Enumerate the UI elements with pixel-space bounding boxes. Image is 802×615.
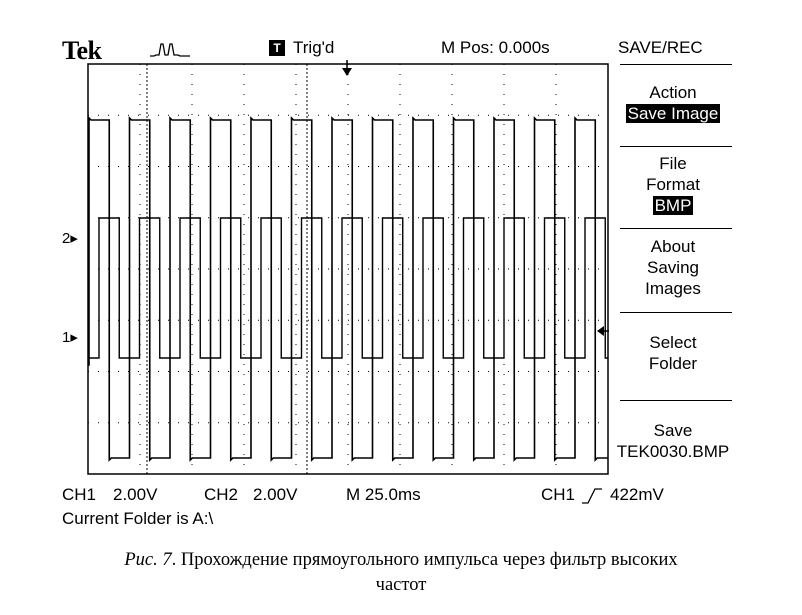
- current-folder: Current Folder is A:\: [62, 509, 214, 528]
- m-position: M Pos: 0.000s: [441, 38, 550, 57]
- menu-select-line-2: Folder: [648, 354, 698, 373]
- trigger-level: 422mV: [610, 485, 664, 504]
- ch1-waveform: [88, 118, 608, 460]
- figure-caption-line-2: частот: [375, 575, 427, 595]
- ch1-marker: 1▸: [62, 329, 78, 346]
- figure-caption: [0, 550, 802, 571]
- menu-about-line-2: Saving: [647, 258, 699, 277]
- menu-select-line-1: Select: [649, 333, 697, 352]
- ch2-waveform: [88, 218, 608, 358]
- ch2-scale: 2.00V: [253, 485, 298, 504]
- menu-about-line-1: About: [650, 237, 696, 256]
- ch1-label: CH1: [62, 485, 97, 504]
- menu-file-format-label-2: Format: [646, 175, 700, 194]
- graticule-grid: [88, 64, 608, 474]
- menu-action-label: Action: [649, 83, 697, 102]
- caption-fig-number: Рис. 7: [124, 550, 172, 570]
- trigger-status: Trig'd: [293, 38, 335, 57]
- caption-text: . Прохождение прямоугольного импульса через фильтр высоких: [171, 550, 678, 570]
- menu-title: SAVE/REC: [618, 38, 703, 57]
- rising-edge-icon: [580, 486, 604, 506]
- brand-logo: Tek: [62, 36, 102, 65]
- menu-file-format-label: File: [659, 154, 687, 173]
- ch2-marker: 2▸: [62, 230, 78, 247]
- menu-about-line-3: Images: [645, 279, 701, 298]
- menu-save-line-1: Save: [653, 421, 693, 440]
- menu-save-filename: TEK0030.BMP: [616, 442, 730, 461]
- menu-file-format-value: BMP: [654, 196, 692, 215]
- menu-action-value: Save Image: [627, 104, 719, 123]
- ch2-trace: [88, 218, 608, 358]
- trigger-badge: T: [269, 40, 285, 56]
- ch1-scale: 2.00V: [113, 485, 158, 504]
- timebase: M 25.0ms: [346, 485, 421, 504]
- ch2-label: CH2: [204, 485, 239, 504]
- trigger-level-marker: [597, 326, 604, 336]
- trigger-source: CH1: [541, 485, 576, 504]
- ch1-trace: [88, 118, 608, 460]
